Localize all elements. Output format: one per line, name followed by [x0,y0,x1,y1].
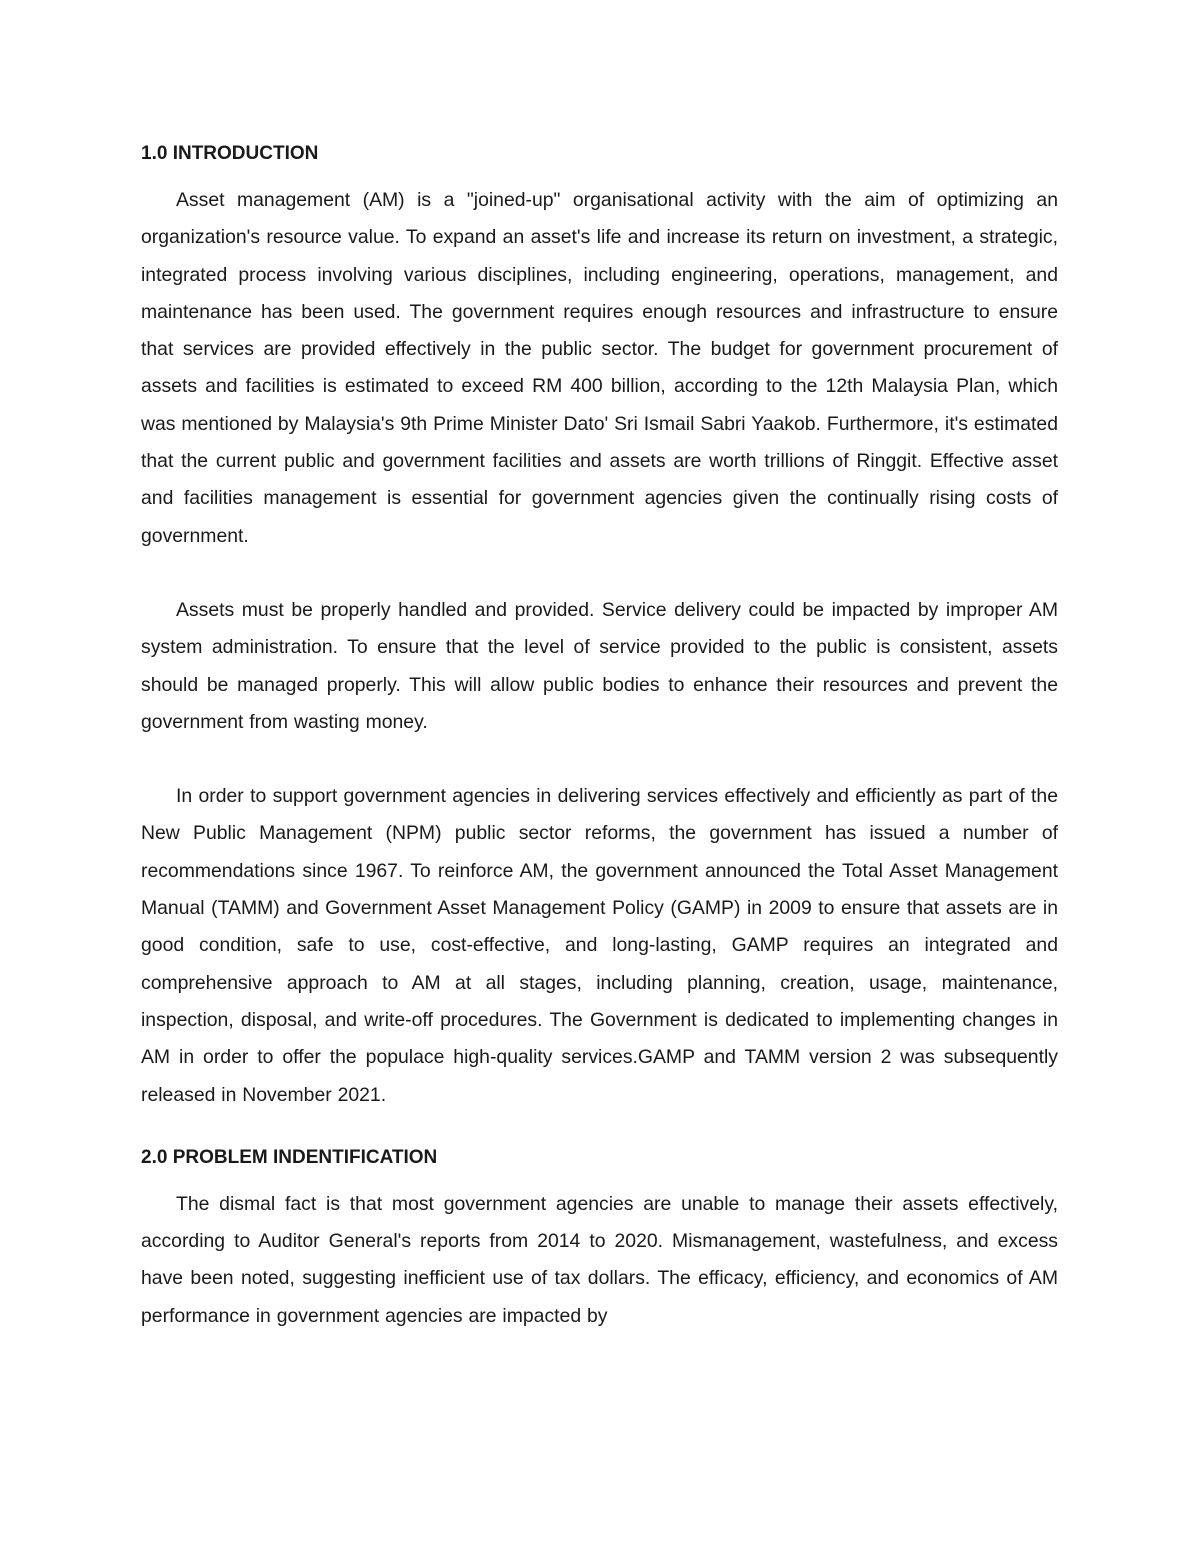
document-page [141,140,1058,1335]
section-heading-introduction: 1.0 INTRODUCTION [141,143,319,164]
introduction-paragraph-1: Asset management (AM) is a "joined-up" organisational activity with the aim of optimizing an organization's resource value. To expand an asset's life and increase its return on investment, a strategic, integrated process involving various disciplines, including engineering, operations, management, and maintenance has been used. The government requires enough resources and infrastructure to ensure that services are provided effectively in the public sector. The budget for government procurement of assets and facilities is estimated to exceed RM 400 billion, according to the 12th Malaysia Plan, which was mentioned by Malaysia's 9th Prime Minister Dato' Sri Ismail Sabri Yaakob. Furthermore, it's estimated that the current public and government facilities and assets are worth trillions of Ringgit. Effective asset and facilities management is essential for government agencies given the continually rising costs of government. [141,189,1058,547]
problem-paragraph-1: The dismal fact is that most government agencies are unable to manage their assets effectively, according to Auditor General's reports from 2014 to 2020. Mismanagement, wastefulness, and excess have been noted, suggesting inefficient use of tax dollars. The efficacy, efficiency, and economics of AM performance in government agencies are impacted by [141,1192,1058,1327]
section-heading-problem-identification: 2.0 PROBLEM INDENTIFICATION [141,1146,438,1168]
introduction-paragraph-3: In order to support government agencies in delivering services effectively and efficiently as part of the New Public Management (NPM) public sector reforms, the government has issued a number of recommendations since 1967. To reinforce AM, the government announced the Total Asset Management Manual (TAMM) and Government Asset Management Policy (GAMP) in 2009 to ensure that assets are in good condition, safe to use, cost-effective, and long-lasting, GAMP requires an integrated and comprehensive approach to AM at all stages, including planning, creation, usage, maintenance, inspection, disposal, and write-off procedures. The Government is dedicated to implementing changes in AM in order to offer the populace high-quality services.GAMP and TAMM version 2 was subsequently released in November 2021. [141,785,1058,1106]
introduction-paragraph-2: Assets must be properly handled and provided. Service delivery could be impacted by improper AM system administration. To ensure that the level of service provided to the public is consistent, assets should be managed properly. This will allow public bodies to enhance their resources and prevent the government from wasting money. [141,598,1058,733]
